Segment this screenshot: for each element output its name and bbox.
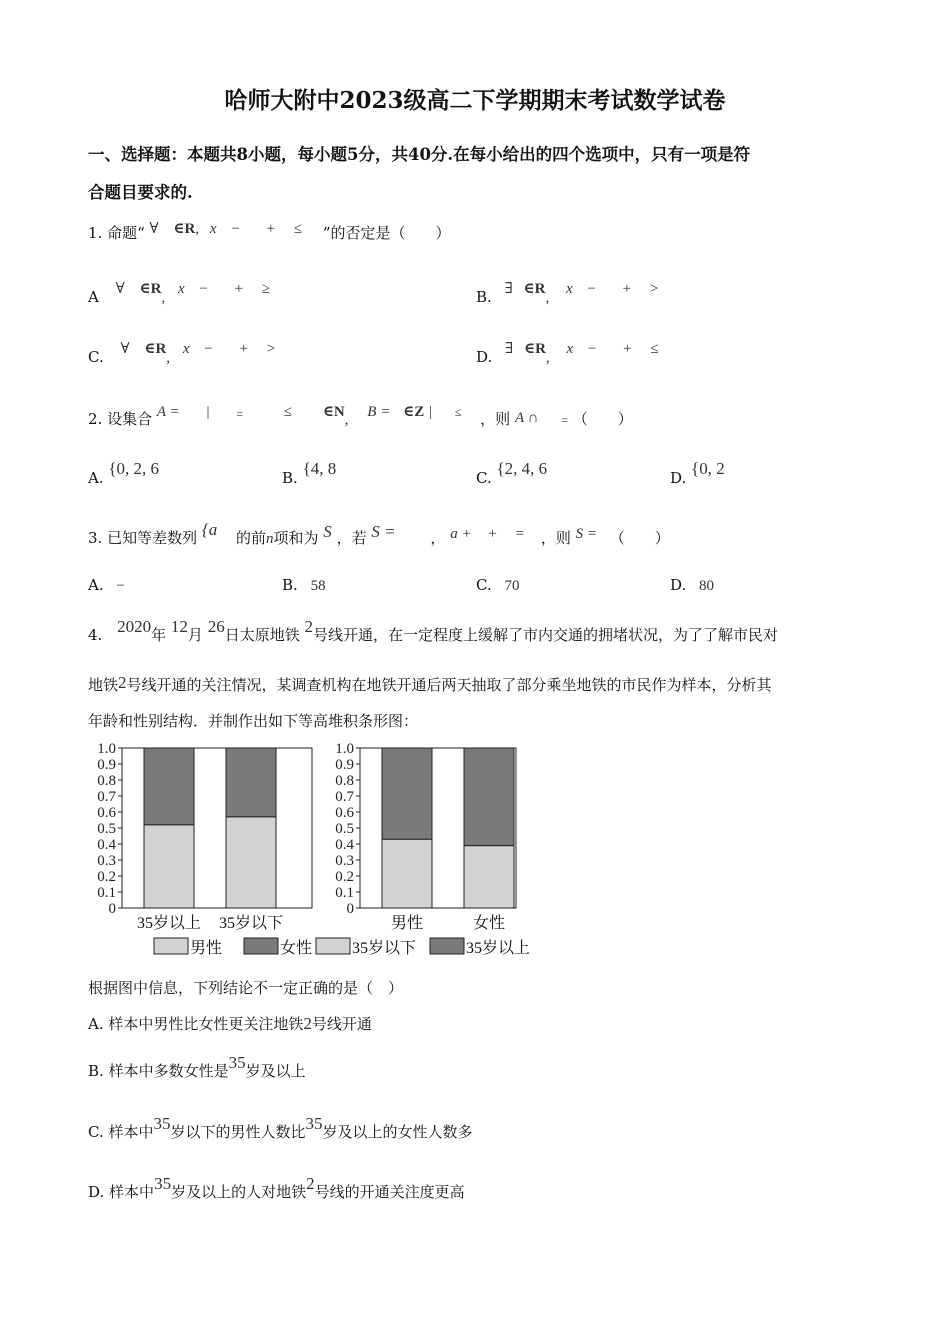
y-tick-label: 0.4: [97, 837, 116, 853]
y-tick-label: 0.6: [97, 805, 116, 821]
q2-option-d[interactable]: D. {0, 2: [670, 459, 725, 487]
q3-option-d[interactable]: D. 80: [670, 576, 715, 594]
y-tick-label: 0.2: [335, 869, 354, 885]
question-4-line3: 年龄和性别结构．并制作出如下等高堆积条形图：: [88, 712, 419, 730]
y-tick-label: 1.0: [97, 741, 116, 757]
section-header-line2: 合题目要求的.: [88, 183, 193, 202]
question-1: 1. 命题“ ∀ ∈R, x − + ≤ ”的否定是（ ）: [88, 221, 451, 242]
q1-number: 1.: [88, 224, 103, 242]
q2-option-a[interactable]: A. {0, 2, 6: [88, 459, 160, 487]
q4-option-a[interactable]: A. 样本中男性比女性更关注地铁2号线开通: [88, 1014, 372, 1033]
q3-option-a[interactable]: A. −: [88, 576, 125, 594]
chart-gender-age: [316, 741, 530, 957]
y-tick-label: 0.3: [97, 853, 116, 869]
q3-option-b[interactable]: B. 58: [282, 576, 326, 594]
section-header-line1: 一、选择题：本题共8小题，每小题5分，共40分.在每小给出的四个选项中，只有一项是符: [88, 145, 751, 164]
bar-男性: [226, 817, 276, 908]
question-2: 2. 设集合 A = | = ≤ ∈N, B = ∈Z | ≤ ，则 A ∩ = （ ）: [88, 404, 633, 428]
bar-女性: [144, 748, 194, 825]
legend-swatch: [316, 938, 350, 954]
bar-男性: [144, 825, 194, 908]
category-label: 女性: [472, 915, 506, 932]
y-tick-label: 0.9: [97, 757, 116, 773]
question-4-line2: 地铁2号线开通的关注情况，某调查机构在地铁开通后两天抽取了部分乘坐地铁的市民作为样本，分析其: [88, 673, 772, 694]
y-tick-label: 0.4: [335, 837, 354, 853]
q1-option-b[interactable]: B. ∃ ∈R, x − + >: [476, 281, 659, 306]
legend-swatch: [244, 938, 278, 954]
q4-option-d[interactable]: D. 样本中35岁及以上的人对地铁2号线的开通关注度更高: [88, 1174, 465, 1201]
q1-option-a[interactable]: A ∀ ∈R, x − + ≥: [88, 281, 271, 306]
y-tick-label: 0.8: [97, 773, 116, 789]
legend-swatch: [430, 938, 464, 954]
q1-forall: ∀: [149, 221, 159, 237]
y-tick-label: 0.6: [335, 805, 354, 821]
q2-option-b[interactable]: B. {4, 8: [282, 459, 337, 487]
q4-option-c[interactable]: C. 样本中35岁以下的男性人数比35岁及以上的女性人数多: [88, 1114, 473, 1141]
question-4-after-chart: 根据图中信息，下列结论不一定正确的是（ ）: [88, 979, 404, 997]
y-tick-label: 0.9: [335, 757, 354, 773]
category-label: 男性: [390, 915, 424, 932]
y-tick-label: 0.7: [335, 789, 354, 805]
question-4-line1: 4. 2020年 12月 26日太原地铁 2号线开通，在一定程度上缓解了市内交通的拥堵状况，为了了解市民对: [88, 617, 778, 644]
legend-label: 女性: [280, 940, 313, 957]
question-3: 3. 已知等差数列 {a 的前n项和为 S ，若 S = ， a + + = ，则 S = （ ）: [88, 520, 670, 547]
q1-stem-pre: 命题“: [107, 224, 145, 242]
y-tick-label: 0: [346, 901, 354, 917]
y-tick-label: 0.5: [97, 821, 116, 837]
bar-35岁以下: [464, 846, 514, 908]
y-tick-label: 0.1: [97, 885, 116, 901]
stacked-bar-charts: [88, 738, 558, 964]
q1-in-r: ∈R: [173, 221, 196, 237]
y-tick-label: 0.8: [335, 773, 354, 789]
q4-option-b[interactable]: B. 样本中多数女性是35岁及以上: [88, 1053, 306, 1080]
legend-label: 35岁以上: [466, 940, 531, 957]
y-tick-label: 0: [108, 901, 116, 917]
q1-option-d[interactable]: D. ∃ ∈R, x − + ≤: [476, 341, 659, 366]
y-tick-label: 0.2: [97, 869, 116, 885]
bar-35岁以下: [382, 839, 432, 908]
bar-女性: [226, 748, 276, 817]
y-tick-label: 0.3: [335, 853, 354, 869]
q2-option-c[interactable]: C. {2, 4, 6: [476, 459, 548, 487]
legend-label: 男性: [190, 940, 223, 957]
legend-label: 35岁以下: [352, 940, 417, 957]
q1-stem-post: ”的否定是（ ）: [322, 224, 451, 242]
y-tick-label: 1.0: [335, 741, 354, 757]
category-label: 35岁以下: [218, 915, 284, 932]
q1-option-c[interactable]: C. ∀ ∈R, x − + >: [88, 341, 276, 366]
legend-swatch: [154, 938, 188, 954]
y-tick-label: 0.7: [97, 789, 116, 805]
bar-35岁以上: [464, 748, 514, 846]
q3-option-c[interactable]: C. 70: [476, 576, 520, 594]
y-tick-label: 0.5: [335, 821, 354, 837]
category-label: 35岁以上: [136, 915, 202, 932]
chart-age-gender: [97, 741, 312, 957]
y-tick-label: 0.1: [335, 885, 354, 901]
page-title: 哈师大附中2023级高二下学期期末考试数学试卷: [224, 87, 726, 114]
bar-35岁以上: [382, 748, 432, 839]
